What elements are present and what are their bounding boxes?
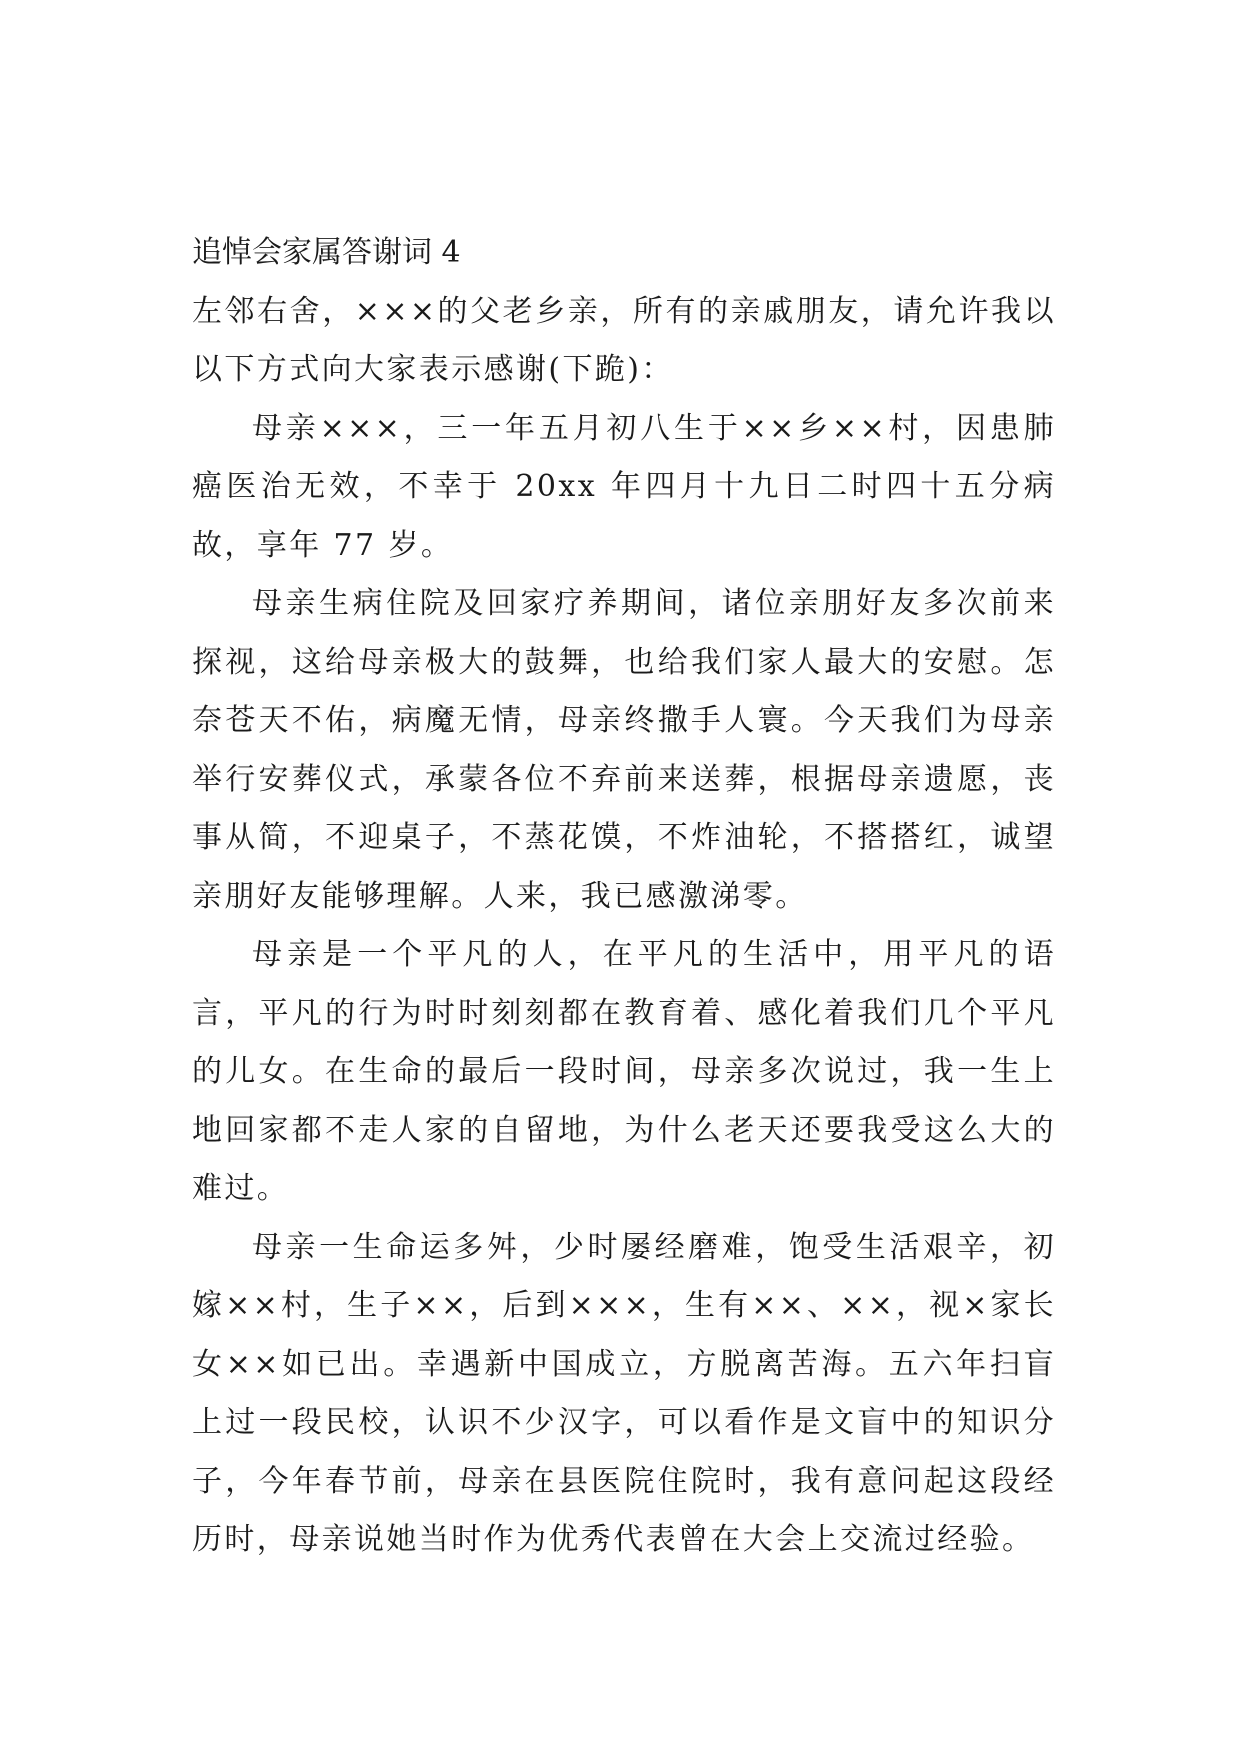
paragraph-salutation: 左邻右舍，×××的父老乡亲，所有的亲戚朋友，请允许我以以下方式向大家表示感谢(下跪)： (192, 293, 1056, 387)
paragraph-gratitude: 母亲生病住院及回家疗养期间，诸位亲朋好友多次前来探视，这给母亲极大的鼓舞，也给我们家人最大的安慰。怎奈苍天不佑，病魔无情，母亲终撒手人寰。今天我们为母亲举行安葬仪式，承蒙各位不弃前来送葬，根据母亲遗愿，丧事从简，不迎桌子，不蒸花馍，不炸油轮，不搭搭红，诚望亲朋好友能够理解。人来，我已感激涕零。 (192, 586, 1056, 914)
paragraph-character: 母亲是一个平凡的人，在平凡的生活中，用平凡的语言，平凡的行为时时刻刻都在教育着、感化着我们几个平凡的儿女。在生命的最后一段时间，母亲多次说过，我一生上地回家都不走人家的自留地，为什么老天还要我受这么大的难过。 (192, 937, 1056, 1206)
document-body (192, 224, 1056, 1570)
document-title: 追悼会家属答谢词 4 (192, 235, 461, 270)
paragraph-biography: 母亲×××，三一年五月初八生于××乡××村，因患肺癌医治无效，不幸于 20xx 年四月十九日二时四十五分病故，享年 77 岁。 (192, 410, 1056, 563)
paragraph-life-story: 母亲一生命运多舛，少时屡经磨难，饱受生活艰辛，初嫁××村，生子××，后到×××，生有××、××，视×家长女××如已出。幸遇新中国成立，方脱离苦海。五六年扫盲上过一段民校，认识不少汉字，可以看作是文盲中的知识分子，今年春节前，母亲在县医院住院时，我有意问起这段经历时，母亲说她当时作为优秀代表曾在大会上交流过经验。 (192, 1229, 1056, 1557)
